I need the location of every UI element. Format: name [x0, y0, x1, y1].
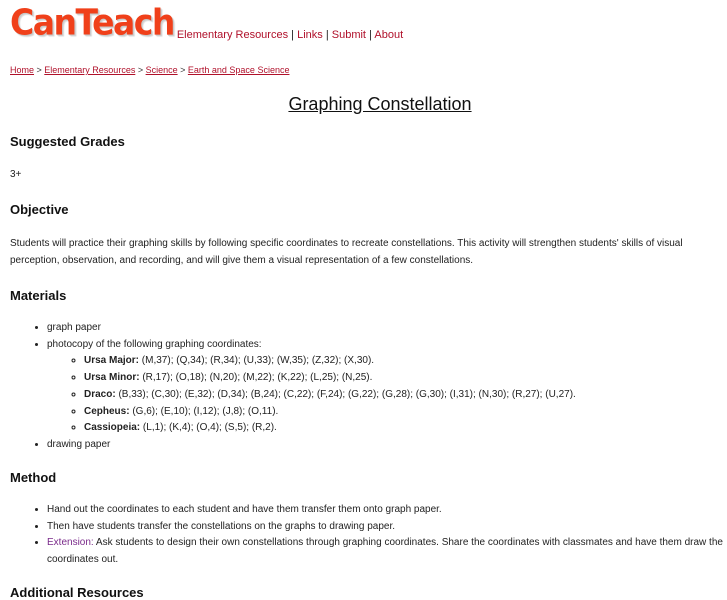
- grades-text: 3+: [10, 169, 22, 180]
- list-item-text: photocopy of the following graphing coordinates:: [47, 338, 262, 350]
- constellation-coordinates: (M,37); (Q,34); (R,34); (U,33); (W,35); (Z,32); (X,30).: [141, 355, 375, 367]
- nav-submit[interactable]: Submit: [331, 29, 366, 41]
- list-item: • graph paper: [47, 320, 727, 337]
- constellation-name: Cassiopeia:: [84, 422, 141, 434]
- objective-text: Students will practice their graphing skills by following specific coordinates to recreate constellations. This activity will strengthen students' skills of visual perception, observation, and recording, and will give them a visual representation of a few constellations.: [10, 238, 683, 266]
- coordinate-item: [84, 420, 727, 437]
- coordinates-list: [47, 353, 727, 437]
- extension-label: Extension:: [47, 537, 94, 549]
- grades-heading: Suggested Grades: [10, 134, 125, 149]
- coordinate-item: [84, 353, 727, 370]
- canteach-logo[interactable]: CanTeach: [10, 0, 174, 44]
- list-item: • Hand out the coordinates to each student and have them transfer them onto graph paper.: [47, 502, 727, 519]
- breadcrumb-earth-space-science[interactable]: Earth and Space Science: [187, 65, 290, 75]
- page-title: Graphing Constellation: [288, 94, 472, 114]
- nav-elementary-resources[interactable]: Elementary Resources: [176, 29, 289, 41]
- list-item: [47, 337, 727, 437]
- constellation-coordinates: (B,33); (C,30); (E,32); (D,34); (B,24); (C,22); (F,24); (G,22); (G,28); (G,30); (I,31); (N,30); (R,27); (U,27).: [118, 388, 576, 400]
- constellation-name: Ursa Minor:: [84, 372, 140, 384]
- constellation-name: Draco:: [84, 388, 116, 400]
- list-item: [47, 535, 727, 568]
- nav-separator: |: [288, 29, 298, 41]
- breadcrumb: [10, 65, 289, 75]
- nav-links[interactable]: Links: [297, 29, 323, 41]
- method-heading: Method: [10, 470, 57, 485]
- coordinate-item: [84, 387, 727, 404]
- top-nav: [177, 29, 403, 42]
- nav-separator: |: [366, 29, 375, 41]
- constellation-name: Ursa Major:: [84, 355, 140, 367]
- breadcrumb-separator: >: [34, 65, 45, 75]
- method-list: [0, 502, 727, 569]
- site-header: [10, 0, 404, 44]
- additional-resources-heading: Additional Resources: [10, 585, 144, 600]
- breadcrumb-separator: >: [177, 65, 188, 75]
- objective-heading: Objective: [10, 202, 69, 217]
- constellation-coordinates: (R,17); (O,18); (N,20); (M,22); (K,22); (L,25); (N,25).: [142, 372, 373, 384]
- coordinate-item: [84, 370, 727, 387]
- list-item: • Then have students transfer the constellations on the graphs to drawing paper.: [47, 519, 727, 536]
- constellation-coordinates: (L,1); (K,4); (O,4); (S,5); (R,2).: [142, 422, 277, 434]
- breadcrumb-separator: >: [135, 65, 146, 75]
- nav-about[interactable]: About: [374, 29, 404, 41]
- nav-separator: |: [322, 29, 332, 41]
- materials-heading: Materials: [10, 288, 67, 303]
- constellation-name: Cepheus:: [84, 405, 130, 417]
- list-item: • drawing paper: [47, 437, 727, 454]
- constellation-coordinates: (G,6); (E,10); (I,12); (J,8); (O,11).: [132, 405, 279, 417]
- breadcrumb-elementary-resources[interactable]: Elementary Resources: [44, 65, 136, 75]
- materials-list: [0, 320, 727, 454]
- coordinate-item: [84, 404, 727, 421]
- breadcrumb-home[interactable]: Home: [10, 65, 35, 75]
- extension-text: Ask students to design their own constellations through graphing coordinates. Share the coordinates with classmates and have them draw the coordinates out.: [47, 537, 723, 566]
- breadcrumb-science[interactable]: Science: [145, 65, 178, 75]
